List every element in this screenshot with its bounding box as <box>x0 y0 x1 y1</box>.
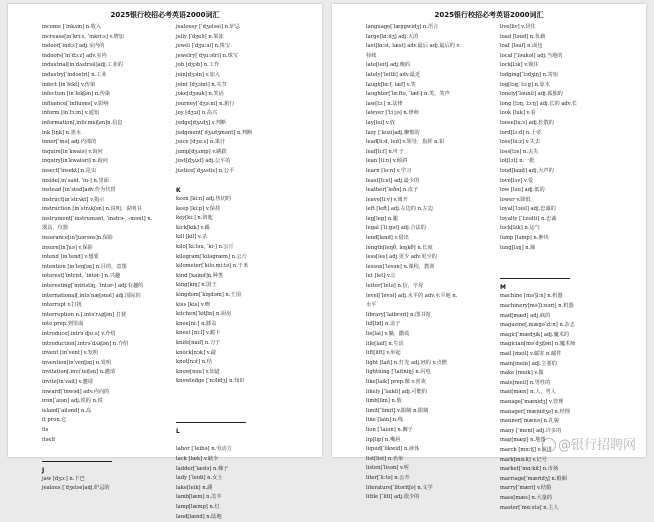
vocab-entry: large[lɑ:dʒ] adj.大的 <box>366 33 498 43</box>
vocab-entry: kind [kaind]n.种类 <box>176 272 308 282</box>
vocab-entry: lid[lid] n.盖子 <box>366 320 498 330</box>
vocab-entry: itself <box>42 436 174 446</box>
vocab-entry: loss[lɔs] n.丢失 <box>500 148 632 158</box>
vocab-entry: it pron.它 <box>42 416 174 426</box>
vocab-entry: man[mæn] n.人，男人 <box>500 388 632 398</box>
blank-line <box>176 397 308 407</box>
vocab-entry: log[lɔg, lɔ:g] n.原木 <box>500 81 632 91</box>
vocab-entry: lightning [ˈlaitniŋ] n.闪电 <box>366 368 498 378</box>
vocab-entry: lot[lɔt] n.一批 <box>500 157 632 167</box>
vocab-entry: justice[ˈdʒʌstis] n.公平 <box>176 167 308 177</box>
vocab-entry: international[ˌintəˈnæʃənəl] adj.国际的 <box>42 292 174 302</box>
vocab-entry: 水平 <box>366 301 498 311</box>
vocab-entry: just[dʒʌst] adj.公平的 <box>176 157 308 167</box>
vocab-entry: machinery[məˈʃi:nəri] n.机器 <box>500 302 632 312</box>
vocab-entry: infect [inˈfekt] v.传染 <box>42 81 174 91</box>
vocab-entry: manner[ˈmænə] n.礼貌 <box>500 417 632 427</box>
vocab-entry: little [ˈlitl] adj.很少的 <box>366 493 498 503</box>
vocab-entry: kill [kil] v.杀 <box>176 233 308 243</box>
vocab-entry: loyal[ˈlɔiəl] adj.忠诚的 <box>500 205 632 215</box>
vocab-entry: invitation[ˌinviˈteiʃən] n.邀请 <box>42 368 174 378</box>
vocab-entry: lawyer [ˈlɔ:jə] n.律师 <box>366 109 498 119</box>
watermark <box>542 434 636 453</box>
page-title: 2025银行校招必考英语2000词汇 <box>332 10 646 20</box>
vocab-entry: its <box>42 426 174 436</box>
vocab-entry: lung[lʌŋ] n.肺 <box>500 244 632 254</box>
vocab-entry: joy [dʒɔi] n.高兴 <box>176 109 308 119</box>
vocab-entry: lump [lʌmp] n.肿块 <box>500 234 632 244</box>
vocab-entry: law[lɔ:] n.法律 <box>366 100 498 110</box>
vocab-entry: less[les] adj.更少 adv.更少的 <box>366 253 498 263</box>
vocab-entry: liter[ˈli:tə] n.公升 <box>366 474 498 484</box>
vocab-entry: insect[ˈinsekt] n.昆虫 <box>42 167 174 177</box>
vocab-entry: lock[lɔk] v.锁住 <box>500 61 632 71</box>
blank-line <box>42 445 174 455</box>
vocab-entry: live[liv] v.居住 <box>500 23 632 33</box>
section-letter: L <box>176 427 308 436</box>
vocab-entry: job [dʒɔb] n.工作 <box>176 61 308 71</box>
vocab-entry: know[nəu] v.知道 <box>176 368 308 378</box>
vocab-entry: line [lain] n.线 <box>366 416 498 426</box>
vocab-entry: keen [ki:n] adj.热切的 <box>176 195 308 205</box>
vocab-entry: liquid[ˈlikwid] n.液体 <box>366 445 498 455</box>
vocab-entry: kingdom[ˈkiŋdəm] n.王国 <box>176 291 308 301</box>
vocab-entry: left [left] adj.左边的 n.左边 <box>366 205 498 215</box>
vocab-entry: least[li:st] adj.最少的 <box>366 177 498 187</box>
vocab-entry: loud[laud] adj.大声的 <box>500 167 632 177</box>
vocab-entry: manage[ˈmænidʒ] v.管理 <box>500 398 632 408</box>
vocab-column <box>42 23 174 494</box>
section-divider <box>176 422 246 423</box>
vocab-entry: letter[ˈletə] n.信，字母 <box>366 282 498 292</box>
vocab-entry: lose[lu:z] v.失去 <box>500 138 632 148</box>
vocab-entry: industrial[inˈdʌstriəl]adj.工业的 <box>42 61 174 71</box>
vocab-entry: intention [inˈtenʃən] n.目的，意图 <box>42 263 174 273</box>
vocab-entry: into prep.到里面 <box>42 320 174 330</box>
vocab-entry: invite[inˈvait] v.邀请 <box>42 378 174 388</box>
section-letter: K <box>176 186 308 195</box>
section-divider <box>500 278 570 279</box>
vocab-entry: intend [inˈtend] v.想要 <box>42 253 174 263</box>
vocab-entry: joint [dʒɔint] n.关节 <box>176 81 308 91</box>
vocab-entry: like[laik] prep.像 v.喜欢 <box>366 378 498 388</box>
vocab-entry: learn [lə:n] v.学习 <box>366 167 498 177</box>
vocab-entry: life[laif] n.生活 <box>366 340 498 350</box>
vocab-entry: ink [iŋk] n.墨水 <box>42 129 174 139</box>
vocab-entry: jelly [ˈdʒeli] n.果冻 <box>176 33 308 43</box>
vocab-entry: language[ˈlæŋgwidʒ] n.语言 <box>366 23 498 33</box>
vocab-entry: marry[ˈmæri] v.结婚 <box>500 484 632 494</box>
vocab-entry: keep [ki:p] v.保持 <box>176 205 308 215</box>
vocab-entry: income [ˈinkʌm] n.收入 <box>42 23 174 33</box>
vocab-entry: magician[məˈdʒiʃən] n.魔术师 <box>500 340 632 350</box>
blank-line <box>176 387 308 397</box>
vocab-entry: juice [dʒu:s] n.果汁 <box>176 138 308 148</box>
vocab-entry: mail [meil] v.邮寄 n.邮件 <box>500 350 632 360</box>
vocab-entry: make [meik] v.做 <box>500 369 632 379</box>
vocab-entry: knee[ni:] n.膝盖 <box>176 320 308 330</box>
vocab-entry: lead[li:d, led] v.领导，指挥 n.铅 <box>366 138 498 148</box>
vocab-entry: inquiry[inˈkwaiəri] n.询问 <box>42 157 174 167</box>
vocab-entry: inner[ˈinə] adj.内部的 <box>42 138 174 148</box>
vocab-entry: load [ləud] n.负载 <box>500 33 632 43</box>
vocab-entry: lie[lai] v.躺，撒谎 <box>366 330 498 340</box>
vocab-entry: lodging[ˈlɔdʒiŋ] n.寄宿 <box>500 71 632 81</box>
vocab-entry: long [lɔŋ, lɔ:ŋ] adj.长的 adv.长 <box>500 100 632 110</box>
vocab-entry: king[kiŋ] n.国王 <box>176 281 308 291</box>
vocab-entry: manager[ˈmænidʒə] n.经理 <box>500 408 632 418</box>
blank-line <box>176 177 308 187</box>
vocab-entry: limb[lim] n.肢 <box>366 397 498 407</box>
vocab-entry: loose[lu:s] adj.松散的 <box>500 119 632 129</box>
vocab-entry: labor [ˈleibə] n.劳动力 <box>176 445 308 455</box>
vocab-entry: library[ˈlaibrəri] n.图书馆 <box>366 311 498 321</box>
watermark-text: @银行招聘网 <box>558 438 636 453</box>
vocab-entry: master[ˈmɑ:stə] n.主人 <box>500 504 632 514</box>
section-letter: J <box>42 466 174 475</box>
vocab-entry: marriage[ˈmæridʒ] n.婚姻 <box>500 475 632 485</box>
vocab-entry: legal [ˈli:gəl] adj.合法的 <box>366 224 498 234</box>
vocab-entry: inquire[inˈkwaiə] v.询问 <box>42 148 174 158</box>
vocab-entry: leaf[li:f] n.叶子 <box>366 148 498 158</box>
vocab-entry: kneel [ni:l] v.跪下 <box>176 329 308 339</box>
vocab-entry: kitchen[ˈkitʃin] n.厨房 <box>176 310 308 320</box>
vocab-entry: kilo[ˈki:ləu, ˈki-] n.公斤 <box>176 243 308 253</box>
vocab-entry: male[meil] n.男性的 <box>500 379 632 389</box>
section-letter: M <box>500 283 632 292</box>
vocab-entry: inside[ˌinˈsaid, ˈin-] n.里面 <box>42 177 174 187</box>
blank-line <box>176 406 308 416</box>
vocab-entry: level[ˈlevəl] adj.水平的 adv.水平地 n. <box>366 292 498 302</box>
vocab-entry: love[lʌv] v.爱 <box>500 177 632 187</box>
vocab-entry: instrument[ˈinstrumənt, ˈinstrə-, -mənt] n. <box>42 215 174 225</box>
vocab-entry: mass[mæs] n.大量的 <box>500 494 632 504</box>
vocab-entry: iron[ˈaiən] adj.铁的 n.铁 <box>42 397 174 407</box>
vocab-entry: kilogram[ˈkiləgræm] n.公斤 <box>176 253 308 263</box>
vocab-entry: laughter[ˈlɑ:ftə, ˈlæf-] n.笑，笑声 <box>366 90 498 100</box>
vocab-entry: ladder[ˈlædə] n.梯子 <box>176 465 308 475</box>
vocab-entry: land[lænd] n.陆地 <box>176 513 308 522</box>
vocab-entry: lip[lip] n.嘴唇 <box>366 436 498 446</box>
vocab-entry: main[mein] adj.主要的 <box>500 360 632 370</box>
vocab-entry: light [lait] n.灯光 adj.轻的 v.点燃 <box>366 359 498 369</box>
vocab-entry: insurance[inˈʃuərəns]n.保险 <box>42 234 174 244</box>
vocab-entry: knowledge [ˈnɔlidʒ] n.知识 <box>176 377 308 387</box>
vocab-entry: increase[inˈkri:s, ˈinkri:s] v.增加 <box>42 33 174 43</box>
vocab-entry: kick[kik] v.踢 <box>176 224 308 234</box>
document-page-right <box>332 4 646 457</box>
vocab-entry: invent [inˈvent] v.发明 <box>42 349 174 359</box>
vocab-entry: lion [ˈlaiən] n.狮子 <box>366 426 498 436</box>
vocab-entry: likely [ˈlaikli] adj.可能的 <box>366 388 498 398</box>
vocab-entry: magic[ˈmædʒik] adj.魔术的 <box>500 331 632 341</box>
vocab-entry: jump[dʒʌmp] v.跳跃 <box>176 148 308 158</box>
vocab-entry: limit[ˈlimit] v.限制 n.限制 <box>366 407 498 417</box>
vocab-entry: kiss [kis] v.吻 <box>176 301 308 311</box>
vocab-entry: lower v.降低 <box>500 196 632 206</box>
vocab-entry: local [ˈləukəl] adj.当地的 <box>500 52 632 62</box>
vocab-entry: knot[nɔt] n.结 <box>176 358 308 368</box>
vocab-entry: journey[ˈdʒə:ni] n.旅行 <box>176 100 308 110</box>
vocab-entry: loyalty [ˈlɔiəlti] n.忠诚 <box>500 215 632 225</box>
vocab-entry: look [luk] v.看 <box>500 109 632 119</box>
vocab-entry: lamb[læm] n.羔羊 <box>176 493 308 503</box>
vocab-entry: lately[ˈleitli] adv.最近 <box>366 71 498 81</box>
vocab-entry: join[dʒɔin] v.加入 <box>176 71 308 81</box>
vocab-entry: influence[ˈinfluəns] v.影响 <box>42 100 174 110</box>
vocab-entry: low [ləu] adj.低的 <box>500 186 632 196</box>
vocab-entry: lift[lift] v.举起 <box>366 349 498 359</box>
vocab-entry: leave[li:v] v.离开 <box>366 196 498 206</box>
page-title: 2025银行校招必考英语2000词汇 <box>8 10 322 20</box>
vocab-entry: industry[ˈindəstri] n.工业 <box>42 71 174 81</box>
vocab-entry: interrupt v.打扰 <box>42 301 174 311</box>
vocab-entry: lean [li:n] v.倾斜 <box>366 157 498 167</box>
vocab-entry: march [mɑ:tʃ] v.前进 <box>500 446 632 456</box>
vocab-entry: judgment[ˈdʒʌdʒmənt] n.判断 <box>176 129 308 139</box>
vocab-entry: laugh[lɑ:f, læf] v.笑 <box>366 81 498 91</box>
vocab-entry: 器具，仪器 <box>42 224 174 234</box>
vocab-entry: map[mæp] n.地图 <box>500 436 632 446</box>
vocab-entry: interest[ˈintrist, ˈintər-] n.兴趣 <box>42 272 174 282</box>
vocab-entry: leg[leg] n.腿 <box>366 215 498 225</box>
vocab-entry: lay[lei] v.放 <box>366 119 498 129</box>
vocab-entry: loaf [ləuf] n.面包 <box>500 42 632 52</box>
vocab-entry: listen[ˈlisən] v.听 <box>366 464 498 474</box>
vocab-entry: introduce[ˌintrəˈdju:s] v.介绍 <box>42 330 174 340</box>
vocab-entry: many [ˈmeni] adj.许多的 <box>500 427 632 437</box>
vocab-entry: lamp[læmp] n.灯 <box>176 503 308 513</box>
vocab-entry: instruct[inˈstrʌkt] v.指示 <box>42 196 174 206</box>
vocab-entry: luck[lʌk] n.运气 <box>500 224 632 234</box>
vocab-column <box>176 23 308 522</box>
vocab-entry: literature[ˈlitəritʃə] n.文学 <box>366 484 498 494</box>
vocab-entry: lend[lend] v.借出 <box>366 234 498 244</box>
vocab-entry: lack [læk] v.缺少 <box>176 455 308 465</box>
vocab-entry: interruption n.[ˌintəˈrʌpʃən] 打扰 <box>42 311 174 321</box>
vocab-entry: joke[dʒəuk] n.笑话 <box>176 90 308 100</box>
vocab-entry: lesson[ˈlesən] n.课程，教训 <box>366 263 498 273</box>
vocab-entry: late[leit] adj.晚的 <box>366 61 498 71</box>
vocab-entry: kilometer[ˈkiləˌmi:tə] n.千米 <box>176 262 308 272</box>
vocab-entry: lonely[ˈləunli] adj.孤独的 <box>500 90 632 100</box>
vocab-entry: instead [inˈsted]adv.作为代替 <box>42 186 174 196</box>
vocab-entry: jealous [ˈdʒeləs]adj.妒忌的 <box>42 484 174 494</box>
vocab-entry: interesting[ˈintristiŋ, ˈintər-] adj.有趣的 <box>42 282 174 292</box>
vocab-entry: information[ˌinfəˈmeiʃən]n.信息 <box>42 119 174 129</box>
vocab-entry: key[ki:] n.钥匙 <box>176 214 308 224</box>
vocab-entry: introduction[ˌintrəˈdʌkʃən] n.介绍 <box>42 340 174 350</box>
vocab-entry: leather[ˈleðə] n.皮子 <box>366 186 498 196</box>
vocab-entry: inform [inˈfɔ:m] v.通知 <box>42 109 174 119</box>
vocab-entry: last[lɑ:st, læst] adv.最后 adj.最后的 v. <box>366 42 498 52</box>
vocab-entry: jaw [dʒɔ:] n.下巴 <box>42 475 174 485</box>
vocab-entry: knock[nɔk] v.敲 <box>176 349 308 359</box>
vocab-entry: lake[leik] n.湖 <box>176 484 308 494</box>
vocab-entry: lady [ˈleidi] n.女士 <box>176 474 308 484</box>
vocab-entry: insure[inˈʃuə] v.保险 <box>42 244 174 254</box>
vocab-entry: instruction [inˈstrʌkʃən] n.说明，说明书 <box>42 205 174 215</box>
vocab-entry: indoor[ˈindɔ:] adj.室内的 <box>42 42 174 52</box>
vocab-entry: judge[dʒʌdʒ] v.判断 <box>176 119 308 129</box>
vocab-entry: indoors[ˈinˈdɔ:z] adv.室内 <box>42 52 174 62</box>
vocab-entry: jewelry[ˈdʒu:əlri] n.珠宝 <box>176 52 308 62</box>
vocab-entry: length[leŋθ, leŋkθ] n.长度 <box>366 244 498 254</box>
vocab-entry: jewel [ˈdʒu:əl] n.珠宝 <box>176 42 308 52</box>
vocab-entry: jealousy [ˈdʒeləsi] n.妒忌 <box>176 23 308 33</box>
vocab-entry: island[ˈailənd] n.岛 <box>42 407 174 417</box>
vocab-entry: list[list] n.名单 <box>366 455 498 465</box>
section-divider <box>42 461 112 462</box>
vocab-entry: 持续 <box>366 52 498 62</box>
blank-line <box>500 253 632 263</box>
vocab-entry: knife[naif] n.刀子 <box>176 339 308 349</box>
vocab-entry: lord[lɔ:d] n.上帝 <box>500 129 632 139</box>
vocab-entry: infection [inˈfekʃən] n.传染 <box>42 90 174 100</box>
vocab-entry: market[ˈmɑ:kit] n.市场 <box>500 465 632 475</box>
vocab-entry: mad[mæd] adj.疯的 <box>500 312 632 322</box>
vocab-entry: inward[ˈinwəd] adv.内向的 <box>42 388 174 398</box>
blank-line <box>176 436 308 446</box>
vocab-entry: let [let] v.让 <box>366 272 498 282</box>
vocab-entry: invention[inˈvenʃən] n.发明 <box>42 359 174 369</box>
vocab-entry: lazy [ˈleizi]adj.懒惰的 <box>366 129 498 139</box>
document-page-left <box>8 4 322 457</box>
vocab-entry: machine [məˈʃi:n] n.机器 <box>500 292 632 302</box>
vocab-entry: mark[mɑ:k] v.记号 <box>500 456 632 466</box>
weibo-icon <box>542 438 556 452</box>
blank-line <box>500 263 632 273</box>
vocab-entry: magazine[ˌmægəˈzi:n] n.杂志 <box>500 321 632 331</box>
vocab-column <box>366 23 498 503</box>
